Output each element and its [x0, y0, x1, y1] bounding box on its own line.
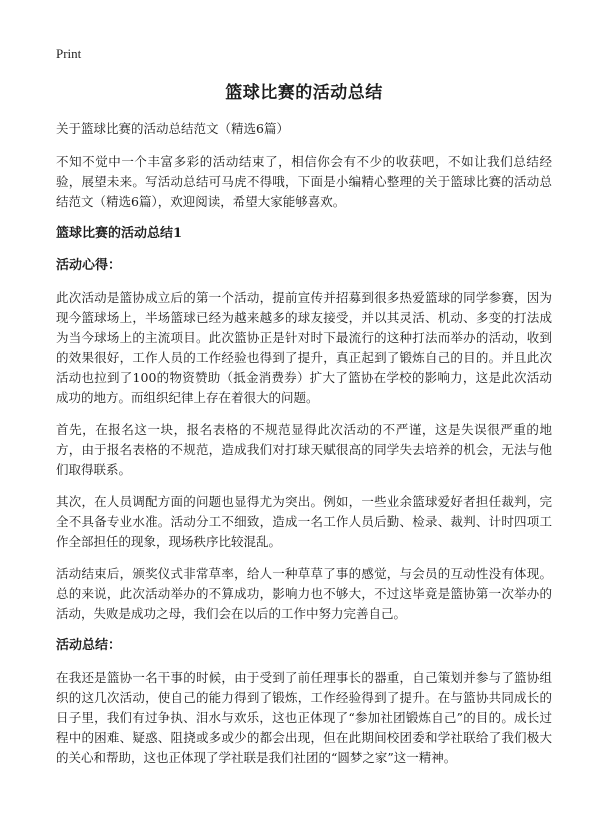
insight-paragraph: 活动结束后，颁奖仪式非常草率，给人一种草草了事的感觉，与会员的互动性没有体现。总的来说，此次活动举办的不算成功，影响力也不够大，不过这毕竟是篮协第一次举办的活动，失败是成功之母，我们会在以后的工作中努力完善自己。 — [56, 566, 552, 621]
insight-paragraph: 此次活动是篮协成立后的第一个活动，提前宣传并招募到很多热爱篮球的同学参赛，因为现今篮球场上，半场篮球已经为越来越多的球友接受，并以其灵活、机动、多变的打法成为当今球场上的主流项目。此次篮协正是针对时下最流行的这种打法而举办的活动，收到的效果很好，工作人员的工作经验也得到了提升，真正起到了锻炼自己的目的。并且此次活动也拉到了100的物资赞助（抵金消费券）扩大了篮协在学校的影响力，这是此次活动成功的地方。而组织纪律上存在着很大的问题。 — [56, 290, 552, 405]
document-subtitle: 关于篮球比赛的活动总结范文（精选6篇） — [56, 121, 289, 136]
insight-paragraph: 其次，在人员调配方面的问题也显得尤为突出。例如，一些业余篮球爱好者担任裁判，完全不具备专业水准。活动分工不细致，造成一名工作人员后勤、检录、裁判、计时四项工作全部担任的现象，现场秩序比较混乱。 — [56, 494, 552, 549]
summary-paragraph: 在我还是篮协一名干事的时候，由于受到了前任理事长的器重，自己策划并参与了篮协组织的这几次活动，使自己的能力得到了锻炼，工作经验得到了提升。在与篮协共同成长的日子里，我们有过争执、泪水与欢乐，这也正体现了“参加社团锻炼自己”的目的。成长过程中的困难、疑惑、阻挠或多或少的都会出现，但在此期间校团委和学社联给了我们极大的关心和帮助，这也正体现了学社联是我们社团的“圆梦之家”这一精神。 — [56, 670, 552, 765]
page-title: 篮球比赛的活动总结 — [225, 83, 383, 103]
insight-heading: 活动心得： — [56, 258, 122, 273]
insight-paragraph: 首先，在报名这一块，报名表格的不规范显得此次活动的不严谨，这是失误很严重的地方，由于报名表格的不规范，造成我们对打球天赋很高的同学失去培养的机会，无法与他们取得联系。 — [56, 422, 552, 477]
section-title: 篮球比赛的活动总结1 — [56, 226, 183, 241]
document-body — [56, 78, 552, 780]
print-link[interactable]: Print — [56, 46, 82, 61]
summary-heading: 活动总结： — [56, 638, 122, 653]
intro-paragraph: 不知不觉中一个丰富多彩的活动结束了，相信你会有不少的收获吧，不如让我们总结经验，展望未来。写活动总结可马虎不得哦，下面是小编精心整理的关于篮球比赛的活动总结范文（精选6篇），欢迎阅读，希望大家能够喜欢。 — [56, 154, 552, 209]
